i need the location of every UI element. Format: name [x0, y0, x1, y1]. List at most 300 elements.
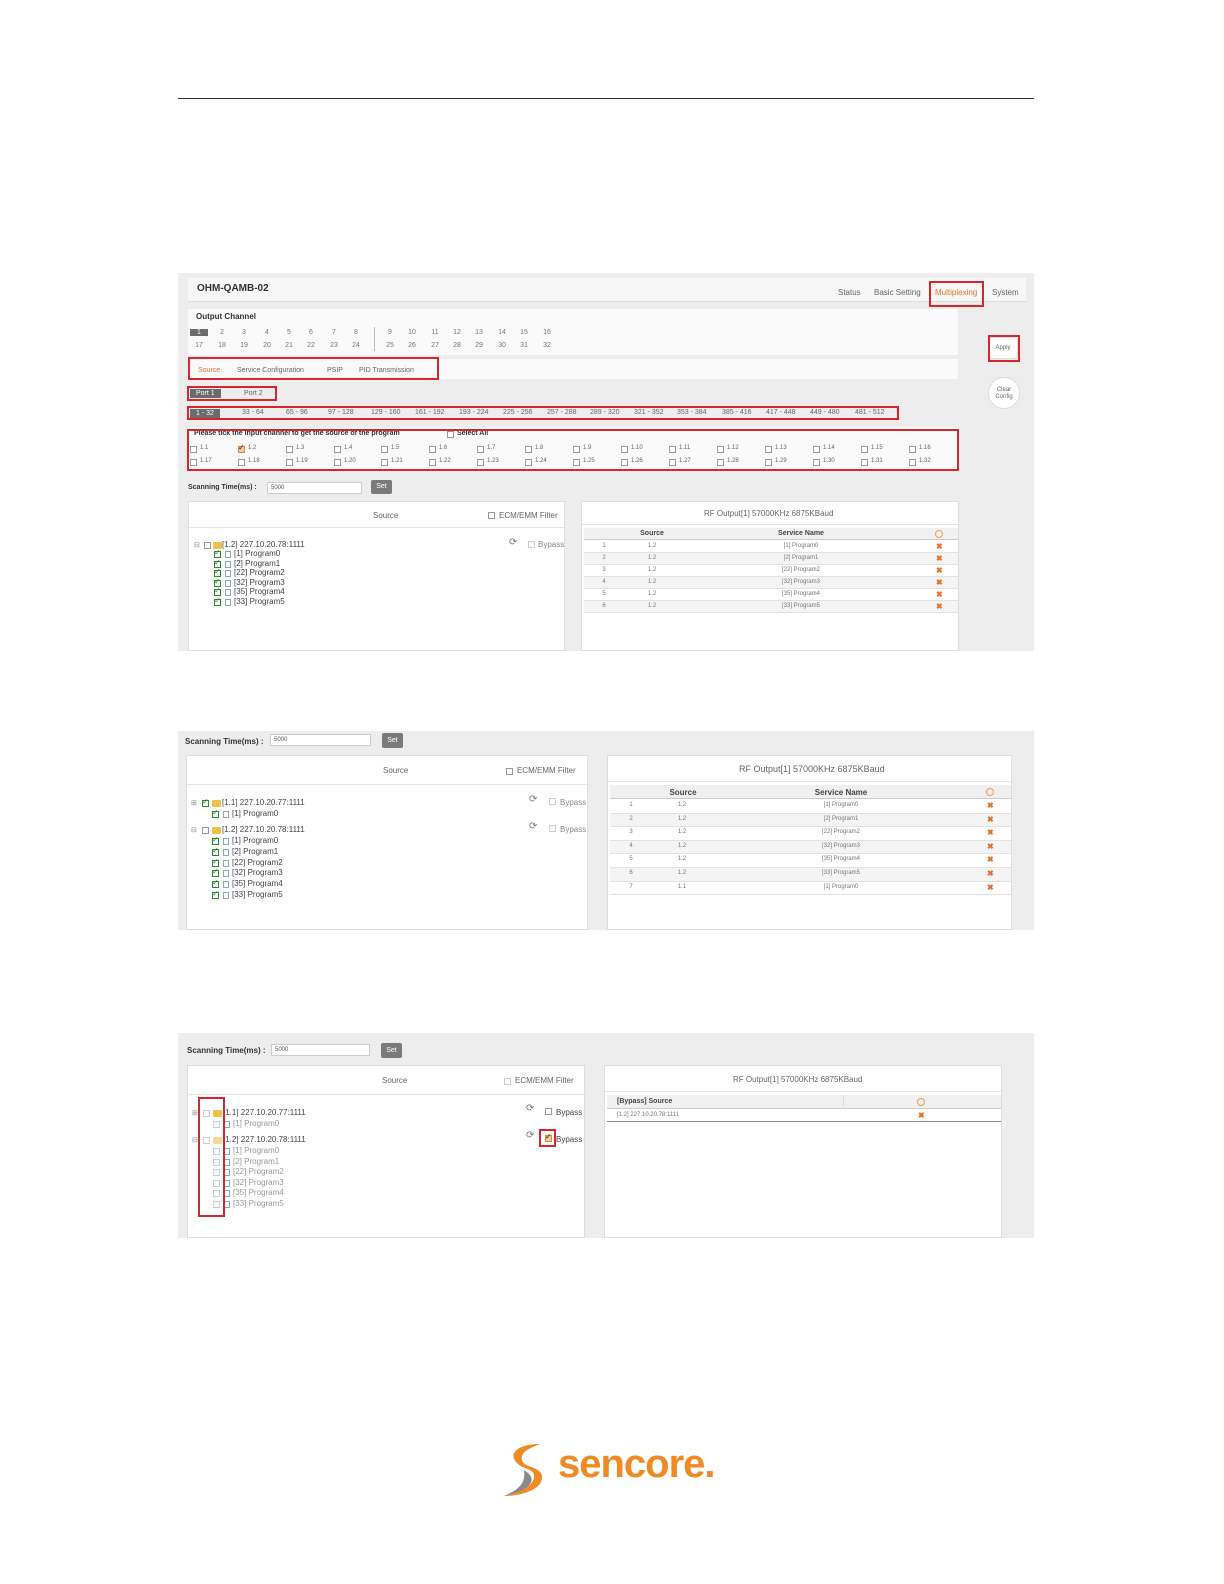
- tree-item-label: [22] Program2: [234, 568, 285, 578]
- input-label-1.5: 1.5: [391, 445, 400, 451]
- port-1-tab[interactable]: Port 1: [190, 389, 221, 398]
- channel-14[interactable]: 14: [498, 329, 506, 336]
- table-row: [584, 577, 958, 589]
- clear-config-button[interactable]: [988, 377, 1020, 409]
- rf-output-title: RF Output[1] 57000KHz 6875KBaud: [739, 764, 885, 774]
- bypass-checkbox-2[interactable]: [549, 825, 556, 832]
- tree-root2-checkbox[interactable]: [202, 827, 209, 834]
- tree-item-checkbox[interactable]: [213, 1148, 220, 1155]
- channel-1[interactable]: 1: [190, 329, 208, 336]
- port-2-tab[interactable]: Port 2: [244, 390, 263, 397]
- row-source: 1.2: [647, 579, 657, 585]
- scan-time-input[interactable]: 5000: [267, 482, 362, 494]
- app-title: OHM-QAMB-02: [197, 283, 269, 294]
- tree-expand-icon-2[interactable]: ⊟: [191, 827, 197, 834]
- bypass-label-1: Bypass: [560, 798, 587, 807]
- bypass-label-2: Bypass: [560, 825, 587, 834]
- refresh-icon-1[interactable]: ⟳: [529, 794, 538, 805]
- input-label-1.13: 1.13: [775, 445, 787, 451]
- col-bypass-source: [Bypass] Source: [617, 1098, 673, 1105]
- remove-all-icon[interactable]: [917, 1098, 925, 1106]
- input-label-1.18: 1.18: [248, 458, 260, 464]
- input-label-1.24: 1.24: [535, 458, 547, 464]
- input-label-1.26: 1.26: [631, 458, 643, 464]
- document-icon: [223, 870, 229, 877]
- channel-15[interactable]: 15: [520, 329, 528, 336]
- multiplexing-screenshot-bypass: [178, 1033, 1034, 1238]
- source-panel: [186, 755, 588, 930]
- table-row: [584, 541, 958, 553]
- bypass-row: [607, 1110, 1001, 1122]
- input-checkbox-1.25[interactable]: [573, 459, 580, 466]
- document-icon: [223, 860, 229, 867]
- input-label-1.16: 1.16: [919, 445, 931, 451]
- table-row: [584, 565, 958, 577]
- document-icon: [223, 838, 229, 845]
- tree-root2-checkbox[interactable]: [203, 1137, 210, 1144]
- channel-19[interactable]: 19: [240, 342, 248, 349]
- document-icon: [224, 1169, 230, 1176]
- remove-row-icon[interactable]: ✖: [987, 841, 994, 851]
- table-row: [584, 553, 958, 565]
- channel-24[interactable]: 24: [352, 342, 360, 349]
- row-service-name: [35] Program4: [821, 856, 861, 863]
- table-row: [584, 589, 958, 601]
- bypass-label: Bypass: [538, 540, 565, 549]
- scan-time-input[interactable]: 5000: [271, 1044, 370, 1056]
- input-label-1.15: 1.15: [871, 445, 883, 451]
- input-label-1.6: 1.6: [439, 445, 448, 451]
- tree-item-label: [22] Program2: [233, 1167, 284, 1176]
- channel-20[interactable]: 20: [263, 342, 271, 349]
- row-number: 3: [602, 567, 606, 573]
- table-row: [610, 800, 1011, 814]
- tree-item-label: [1] Program0: [233, 1119, 280, 1128]
- input-checkbox-1.19[interactable]: [286, 459, 293, 466]
- row-service-name: [22] Program2: [821, 829, 861, 836]
- row-number: 4: [602, 579, 606, 585]
- folder-icon: [213, 1110, 222, 1117]
- nav-status[interactable]: Status: [838, 288, 861, 297]
- folder-icon: [213, 1137, 222, 1144]
- range-16[interactable]: 481 - 512: [855, 409, 885, 416]
- input-checkbox-1.20[interactable]: [334, 459, 341, 466]
- channel-26[interactable]: 26: [408, 342, 416, 349]
- tick-prompt: Please tick the input channel to get the source of the program: [194, 430, 400, 437]
- row-service-name: [2] Program1: [823, 815, 859, 822]
- input-label-1.12: 1.12: [727, 445, 739, 451]
- bypass-row-source: [1.2] 227.10.20.78:1111: [617, 1112, 680, 1118]
- input-checkbox-1.29[interactable]: [765, 459, 772, 466]
- document-icon: [224, 1148, 230, 1155]
- input-checkbox-1.13[interactable]: [765, 446, 772, 453]
- remove-row-icon[interactable]: ✖: [936, 578, 943, 587]
- input-label-1.21: 1.21: [391, 458, 403, 464]
- channel-32[interactable]: 32: [543, 342, 551, 349]
- input-checkbox-1.2[interactable]: [238, 446, 245, 453]
- input-checkbox-1.21[interactable]: [381, 459, 388, 466]
- page-header-rule: [178, 98, 1034, 99]
- table-row: [610, 854, 1011, 868]
- input-checkbox-1.11[interactable]: [669, 446, 676, 453]
- tree-item-checkbox[interactable]: [213, 1159, 220, 1166]
- input-checkbox-1.4[interactable]: [334, 446, 341, 453]
- tree-item-checkbox[interactable]: [212, 892, 219, 899]
- input-checkbox-1.27[interactable]: [669, 459, 676, 466]
- input-label-1.29: 1.29: [775, 458, 787, 464]
- remove-row-icon[interactable]: ✖: [936, 554, 943, 563]
- ecm-filter-checkbox[interactable]: [488, 512, 495, 519]
- channel-30[interactable]: 30: [498, 342, 506, 349]
- tree-root-label: [1.2] 227.10.20.78:1111: [222, 540, 305, 549]
- document-icon: [224, 1159, 230, 1166]
- row-service-name: [32] Program3: [821, 842, 861, 849]
- source-divider: [187, 784, 589, 785]
- rf-output-panel: [604, 1065, 1002, 1238]
- remove-row-icon[interactable]: ✖: [987, 869, 994, 878]
- remove-row-icon[interactable]: ✖: [987, 882, 994, 892]
- tree-root-checkbox[interactable]: [204, 542, 211, 549]
- scan-time-label: Scanning Time(ms) :: [188, 484, 257, 491]
- range-14[interactable]: 417 - 448: [766, 409, 796, 416]
- input-checkbox-1.14[interactable]: [813, 446, 820, 453]
- tree-root1-checkbox[interactable]: [202, 800, 209, 807]
- channel-10[interactable]: 10: [408, 329, 416, 336]
- apply-label: Apply: [995, 345, 1011, 351]
- row-source: 1.2: [677, 802, 687, 808]
- input-label-1.10: 1.10: [631, 445, 643, 451]
- channel-2[interactable]: 2: [220, 329, 224, 336]
- bypass-label-1: Bypass: [556, 1108, 583, 1117]
- channel-7[interactable]: 7: [332, 329, 336, 336]
- tree-expand-icon[interactable]: ⊟: [194, 542, 200, 549]
- tree-item-label: [35] Program4: [232, 879, 283, 889]
- source-divider: [189, 527, 566, 528]
- input-checkbox-1.18[interactable]: [238, 459, 245, 466]
- source-panel: [187, 1065, 585, 1238]
- rf-table-header: [584, 528, 958, 540]
- remove-all-icon[interactable]: [986, 788, 994, 796]
- tree-item-checkbox[interactable]: [212, 811, 219, 818]
- document-icon: [225, 561, 231, 568]
- tree-item-label: [2] Program1: [233, 1156, 280, 1166]
- row-source: 1.2: [647, 555, 657, 561]
- channel-8[interactable]: 8: [354, 329, 358, 336]
- row-number: 7: [629, 883, 633, 890]
- range-11[interactable]: 321 - 352: [634, 409, 664, 416]
- document-icon: [223, 811, 229, 818]
- tree-item-checkbox[interactable]: [212, 860, 219, 867]
- row-number: 2: [629, 815, 633, 822]
- tree-expand-icon-2[interactable]: ⊟: [192, 1137, 198, 1144]
- tree-item-label: [2] Program1: [232, 846, 279, 856]
- bypass-checkbox-1[interactable]: [549, 798, 556, 805]
- channel-21[interactable]: 21: [285, 342, 293, 349]
- channel-31[interactable]: 31: [520, 342, 528, 349]
- range-9[interactable]: 257 - 288: [547, 409, 577, 416]
- tree-item-checkbox[interactable]: [213, 1121, 220, 1128]
- rf-output-title: RF Output[1] 57000KHz 6875KBaud: [733, 1075, 863, 1084]
- channel-6[interactable]: 6: [309, 329, 313, 336]
- input-checkbox-1.8[interactable]: [525, 446, 532, 453]
- tree-root1-label: [1.1] 227.10.20.77:1111: [223, 1108, 306, 1117]
- channel-13[interactable]: 13: [475, 329, 483, 336]
- nav-basic-setting[interactable]: Basic Setting: [874, 288, 921, 297]
- input-checkbox-1.5[interactable]: [381, 446, 388, 453]
- row-number: 1: [602, 543, 606, 549]
- tree-item-label: [1] Program0: [234, 549, 281, 558]
- tree-item-checkbox[interactable]: [213, 1180, 220, 1187]
- sencore-wordmark: sencore.: [558, 1442, 715, 1486]
- remove-all-icon[interactable]: [935, 530, 943, 538]
- rf-output-panel: [607, 755, 1012, 930]
- range-7[interactable]: 193 - 224: [459, 409, 489, 416]
- row-service-name: [22] Program2: [781, 567, 821, 573]
- range-13[interactable]: 385 - 416: [722, 409, 752, 416]
- scan-time-label: Scanning Time(ms) :: [187, 1046, 266, 1055]
- sencore-logo: [500, 1440, 730, 1500]
- tree-item-checkbox[interactable]: [212, 849, 219, 856]
- channel-18[interactable]: 18: [218, 342, 226, 349]
- set-button[interactable]: Set: [382, 733, 403, 748]
- tree-root1-checkbox[interactable]: [203, 1110, 210, 1117]
- input-label-1.1: 1.1: [200, 445, 209, 451]
- channel-9[interactable]: 9: [388, 329, 392, 336]
- bypass-checkbox[interactable]: [528, 541, 535, 548]
- row-source: 1.2: [677, 856, 687, 863]
- row-service-name: [35] Program4: [781, 591, 821, 597]
- input-checkbox-1.22[interactable]: [429, 459, 436, 466]
- tree-root1-label: [1.1] 227.10.20.77:1111: [222, 798, 305, 807]
- range-4[interactable]: 97 - 128: [328, 409, 354, 416]
- tree-item-checkbox[interactable]: [213, 1201, 220, 1208]
- tree-expand-icon-1[interactable]: ⊞: [192, 1110, 198, 1117]
- remove-row-icon[interactable]: ✖: [987, 814, 994, 824]
- row-service-name: [1] Program0: [823, 802, 859, 808]
- input-label-1.32: 1.32: [919, 458, 931, 464]
- tree-item-checkbox[interactable]: [213, 1190, 220, 1197]
- channel-17[interactable]: 17: [195, 342, 203, 349]
- range-10[interactable]: 289 - 320: [590, 409, 620, 416]
- channel-22[interactable]: 22: [307, 342, 315, 349]
- document-icon: [225, 599, 231, 606]
- tree-root2-label: [1.2] 227.10.20.78:1111: [222, 825, 305, 834]
- input-checkbox-1.15[interactable]: [861, 446, 868, 453]
- row-service-name: [32] Program3: [781, 579, 821, 585]
- ecm-filter-checkbox[interactable]: [506, 768, 513, 775]
- source-title: Source: [382, 1076, 408, 1085]
- document-icon: [225, 589, 231, 596]
- range-3[interactable]: 65 - 96: [286, 409, 308, 416]
- document-icon: [224, 1190, 230, 1197]
- row-service-name: [1] Program0: [823, 883, 859, 890]
- input-label-1.22: 1.22: [439, 458, 451, 464]
- bypass-checkbox-1[interactable]: [545, 1108, 552, 1115]
- clear-label: Clear: [996, 387, 1012, 393]
- input-checkbox-1.3[interactable]: [286, 446, 293, 453]
- rf-table-header: [610, 785, 1011, 799]
- col-service-name: Service Name: [778, 530, 824, 537]
- refresh-icon-2[interactable]: ⟳: [529, 821, 538, 832]
- tree-item-label: [22] Program2: [232, 857, 283, 867]
- table-row: [584, 601, 958, 613]
- nav-system[interactable]: System: [992, 288, 1019, 297]
- input-label-1.11: 1.11: [679, 445, 691, 451]
- input-checkbox-1.24[interactable]: [525, 459, 532, 466]
- row-service-name: [33] Program5: [781, 603, 821, 609]
- remove-row-icon[interactable]: ✖: [936, 590, 943, 599]
- row-source: 1.2: [647, 603, 657, 609]
- tree-item-label: [1] Program0: [232, 809, 279, 818]
- input-checkbox-1.17[interactable]: [190, 459, 197, 466]
- input-checkbox-1.28[interactable]: [717, 459, 724, 466]
- channel-16[interactable]: 16: [543, 329, 551, 336]
- tree-item-checkbox[interactable]: [212, 870, 219, 877]
- apply-button[interactable]: [988, 337, 1018, 359]
- input-checkbox-1.12[interactable]: [717, 446, 724, 453]
- remove-row-icon[interactable]: ✖: [936, 602, 943, 611]
- input-label-1.4: 1.4: [344, 445, 353, 451]
- row-service-name: [33] Program5: [821, 870, 861, 876]
- row-source: 1.2: [647, 591, 657, 597]
- col-service-name: Service Name: [814, 788, 868, 797]
- bypass-checkbox-2[interactable]: [545, 1135, 552, 1142]
- range-8[interactable]: 225 - 256: [503, 409, 533, 416]
- input-checkbox-1.1[interactable]: [190, 446, 197, 453]
- channel-11[interactable]: 11: [431, 329, 439, 336]
- channel-29[interactable]: 29: [475, 342, 483, 349]
- range-6[interactable]: 161 - 192: [415, 409, 445, 416]
- refresh-icon[interactable]: ⟳: [509, 537, 518, 548]
- rf-divider: [608, 781, 1013, 782]
- ecm-filter-label: ECM/EMM Filter: [515, 1076, 574, 1085]
- channel-5[interactable]: 5: [287, 329, 291, 336]
- input-label-1.23: 1.23: [487, 458, 499, 464]
- nav-multiplexing[interactable]: Multiplexing: [935, 288, 978, 297]
- source-title: Source: [373, 511, 399, 520]
- document-icon: [225, 551, 231, 558]
- document-icon: [223, 849, 229, 856]
- source-panel: [188, 501, 565, 651]
- channel-28[interactable]: 28: [453, 342, 461, 349]
- input-label-1.19: 1.19: [296, 458, 308, 464]
- channel-27[interactable]: 27: [431, 342, 439, 349]
- tree-expand-icon-1[interactable]: ⊞: [191, 800, 197, 807]
- range-2[interactable]: 33 - 64: [242, 409, 264, 416]
- input-checkbox-1.16[interactable]: [909, 446, 916, 453]
- input-checkbox-1.26[interactable]: [621, 459, 628, 466]
- tree-item-checkbox[interactable]: [214, 599, 221, 606]
- output-channel-label: Output Channel: [196, 312, 256, 321]
- scan-time-input[interactable]: 5000: [270, 734, 371, 746]
- input-checkbox-1.31[interactable]: [861, 459, 868, 466]
- row-number: 1: [629, 802, 633, 808]
- row-number: 5: [602, 591, 606, 597]
- tab-pid-transmission[interactable]: PID Transmission: [359, 367, 414, 374]
- remove-row-icon[interactable]: ✖: [987, 801, 994, 810]
- select-all-checkbox[interactable]: [447, 431, 454, 438]
- input-checkbox-1.7[interactable]: [477, 446, 484, 453]
- set-button[interactable]: Set: [381, 1043, 402, 1058]
- channel-3[interactable]: 3: [242, 329, 246, 336]
- channel-12[interactable]: 12: [453, 329, 461, 336]
- refresh-icon-2[interactable]: ⟳: [526, 1130, 535, 1141]
- row-number: 3: [629, 829, 633, 836]
- channel-4[interactable]: 4: [265, 329, 269, 336]
- set-button[interactable]: Set: [371, 480, 392, 494]
- remove-row-icon[interactable]: ✖: [936, 542, 943, 551]
- select-all-label: Select All: [457, 430, 489, 437]
- remove-row-icon[interactable]: ✖: [918, 1111, 925, 1120]
- input-checkbox-1.6[interactable]: [429, 446, 436, 453]
- col-source: Source: [640, 530, 664, 537]
- tree-item-label: [32] Program3: [234, 577, 285, 587]
- channel-23[interactable]: 23: [330, 342, 338, 349]
- remove-row-icon[interactable]: ✖: [936, 566, 943, 575]
- tree-item-label: [33] Program5: [234, 597, 285, 606]
- scan-time-label: Scanning Time(ms) :: [185, 737, 264, 746]
- sencore-swoosh-icon: [500, 1440, 558, 1498]
- channel-25[interactable]: 25: [386, 342, 394, 349]
- refresh-icon-1[interactable]: ⟳: [526, 1103, 535, 1114]
- input-checkbox-1.32[interactable]: [909, 459, 916, 466]
- ecm-filter-checkbox[interactable]: [504, 1078, 511, 1085]
- input-checkbox-1.10[interactable]: [621, 446, 628, 453]
- range-1[interactable]: 1 - 32: [190, 409, 220, 418]
- row-source: 1.2: [647, 567, 657, 573]
- table-row: [610, 827, 1011, 841]
- channel-divider: [374, 327, 375, 351]
- tab-service-configuration[interactable]: Service Configuration: [237, 367, 304, 374]
- range-15[interactable]: 449 - 480: [810, 409, 840, 416]
- row-source: 1.2: [677, 815, 687, 822]
- rf-divider: [605, 1091, 1003, 1092]
- multiplexing-screenshot-full: [178, 273, 1034, 651]
- range-5[interactable]: 129 - 160: [371, 409, 401, 416]
- document-icon: [224, 1180, 230, 1187]
- row-number: 2: [602, 555, 606, 561]
- input-checkbox-1.9[interactable]: [573, 446, 580, 453]
- input-checkbox-1.23[interactable]: [477, 459, 484, 466]
- folder-icon: [212, 800, 221, 807]
- tree-item-checkbox[interactable]: [213, 1169, 220, 1176]
- ecm-filter-label: ECM/EMM Filter: [517, 766, 576, 775]
- source-divider: [188, 1094, 586, 1095]
- tree-item-label: [33] Program5: [233, 1198, 284, 1208]
- input-label-1.31: 1.31: [871, 458, 883, 464]
- row-source: 1.1: [677, 883, 687, 890]
- tree-item-label: [33] Program5: [232, 890, 283, 899]
- input-checkbox-1.30[interactable]: [813, 459, 820, 466]
- tab-source[interactable]: Source: [198, 367, 221, 374]
- row-source: 1.2: [647, 543, 657, 549]
- tree-item-label: [32] Program3: [233, 1177, 284, 1187]
- tab-psip[interactable]: PSIP: [327, 367, 343, 374]
- tree-item-label: [2] Program1: [234, 558, 281, 568]
- row-number: 6: [602, 603, 606, 609]
- tree-item-checkbox[interactable]: [212, 881, 219, 888]
- remove-row-icon[interactable]: ✖: [987, 828, 994, 838]
- range-12[interactable]: 353 - 384: [677, 409, 707, 416]
- document-icon: [223, 892, 229, 899]
- table-row: [610, 814, 1011, 828]
- tree-item-checkbox[interactable]: [212, 838, 219, 845]
- rf-divider: [582, 524, 960, 525]
- row-number: 5: [629, 856, 633, 863]
- rf-output-panel: [581, 501, 959, 651]
- bypass-label-2: Bypass: [556, 1135, 583, 1144]
- remove-row-icon[interactable]: ✖: [987, 855, 994, 865]
